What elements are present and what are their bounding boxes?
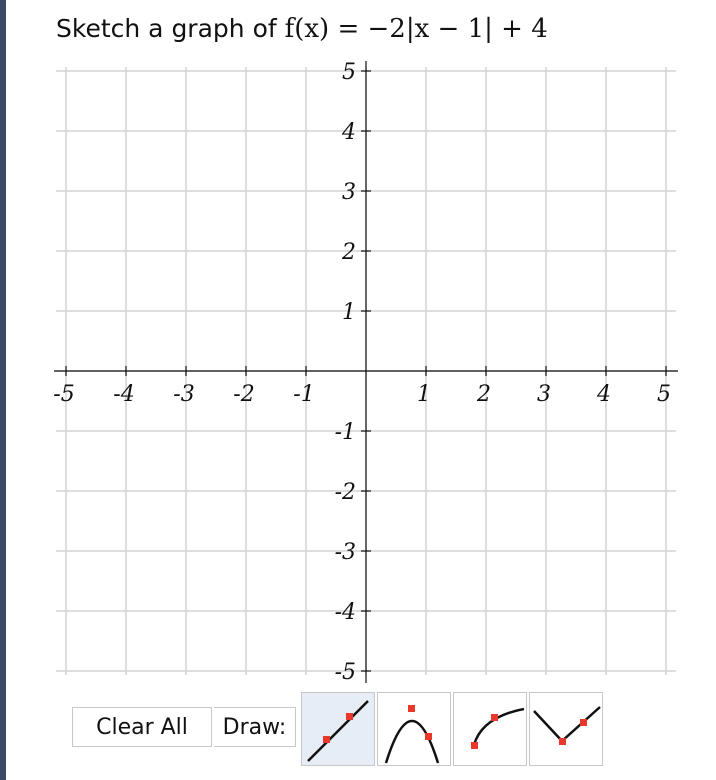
x-tick-label: -5 <box>53 382 75 407</box>
y-tick-label: -4 <box>334 600 356 625</box>
parabola-icon <box>378 693 452 767</box>
absolute-value-tool-button[interactable] <box>529 692 603 766</box>
y-tick-label: -1 <box>334 420 356 445</box>
y-tick-label: -3 <box>334 540 356 565</box>
x-axis-ticks <box>53 366 671 407</box>
x-tick-label: 3 <box>537 382 551 407</box>
function-expression: f(x) = −2|x − 1| + 4 <box>284 14 548 44</box>
line-icon <box>302 693 376 767</box>
sqrt-tool-button[interactable] <box>453 692 527 766</box>
x-tick-label: -4 <box>113 382 135 407</box>
x-tick-label: -3 <box>173 382 195 407</box>
clear-all-button[interactable]: Clear All <box>72 707 212 747</box>
question-prefix: Sketch a graph of <box>56 14 285 43</box>
x-tick-label: -2 <box>233 382 255 407</box>
parabola-tool-button[interactable] <box>377 692 451 766</box>
sqrt-curve-icon <box>454 693 528 767</box>
y-tick-label: 1 <box>342 300 356 325</box>
draw-label: Draw: <box>214 707 296 747</box>
x-tick-label: 5 <box>657 382 671 407</box>
x-tick-label: 2 <box>477 382 491 407</box>
y-tick-label: 3 <box>342 180 356 205</box>
x-tick-label: -1 <box>293 382 315 407</box>
y-tick-label: -2 <box>334 480 356 505</box>
line-tool-button[interactable] <box>301 692 375 766</box>
y-tick-label: 4 <box>342 120 356 145</box>
absolute-value-icon <box>530 693 604 767</box>
x-tick-label: 1 <box>417 382 431 407</box>
y-tick-label: -5 <box>334 660 356 685</box>
axes <box>54 61 678 683</box>
y-tick-label: 5 <box>342 60 356 85</box>
x-tick-label: 4 <box>597 382 611 407</box>
y-tick-label: 2 <box>342 240 356 265</box>
